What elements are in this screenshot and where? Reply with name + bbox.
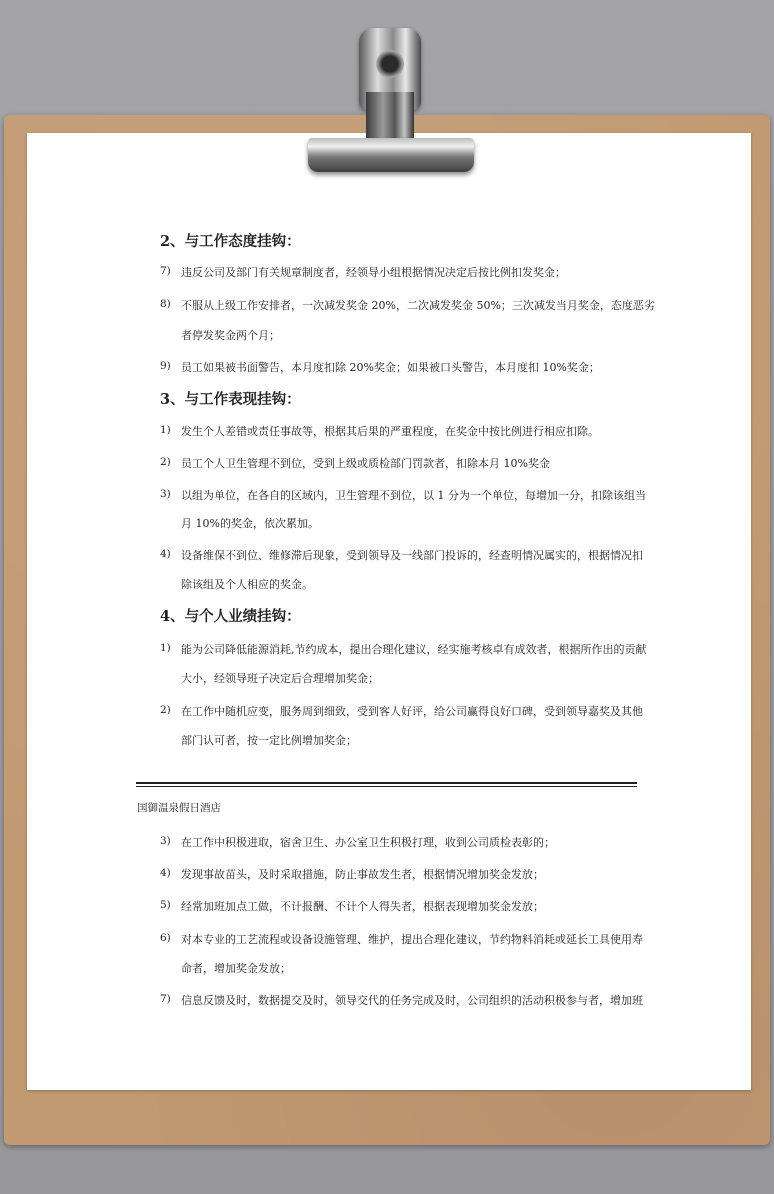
item-text: 设备维保不到位、维修滞后现象，受到领导及一线部门投诉的，经查明情况属实的，根据情况扣: [181, 549, 643, 562]
item-number: 8): [160, 298, 171, 310]
item-text: 在工作中积极进取，宿舍卫生、办公室卫生积极打理，收到公司质检表彰的；: [181, 836, 555, 849]
section-heading: 2、与工作态度挂钩：: [160, 233, 301, 250]
item-text: 发生个人差错或责任事故等，根据其后果的严重程度，在奖金中按比例进行相应扣除。: [181, 425, 599, 438]
item-number: 9): [160, 360, 171, 372]
item-number: 2): [160, 704, 171, 716]
item-text: 大小，经领导班子决定后合理增加奖金；: [181, 672, 379, 685]
section-heading: 3、与工作表现挂钩：: [160, 391, 301, 408]
item-text: 命者，增加奖金发放；: [181, 962, 291, 975]
item-text: 对本专业的工艺流程或设备设施管理、维护，提出合理化建议，节约物料消耗或延长工具使用寿: [181, 933, 643, 946]
item-text: 发现事故苗头，及时采取措施，防止事故发生者，根据情况增加奖金发放；: [181, 868, 544, 881]
item-text: 员工个人卫生管理不到位，受到上级或质检部门罚款者，扣除本月 10%奖金: [181, 457, 550, 470]
item-text: 月 10%的奖金，依次累加。: [181, 517, 319, 530]
item-text: 以组为单位，在各自的区域内，卫生管理不到位，以 1 分为一个单位，每增加一分，扣除该组当: [181, 489, 646, 502]
item-text: 部门认可者，按一定比例增加奖金；: [181, 734, 357, 747]
clip-neck-icon: [366, 92, 414, 140]
item-text: 员工如果被书面警告，本月度扣除 20%奖金；如果被口头警告，本月度扣 10%奖金；: [181, 361, 600, 374]
item-text: 不服从上级工作安排者，一次减发奖金 20%，二次减发奖金 50%；三次减发当月奖金，态度恶劣: [181, 299, 655, 312]
clip-hole-icon: [376, 50, 404, 78]
item-text: 能为公司降低能源消耗,节约成本，提出合理化建议，经实施考核卓有成效者，根据所作出的贡献: [181, 643, 647, 656]
item-text: 者停发奖金两个月；: [181, 329, 280, 342]
section-heading: 4、与个人业绩挂钩：: [160, 608, 301, 625]
item-number: 4): [160, 867, 171, 879]
item-number: 1): [160, 642, 171, 654]
item-text: 违反公司及部门有关规章制度者，经领导小组根据情况决定后按比例扣发奖金；: [181, 266, 566, 279]
item-number: 1): [160, 424, 171, 436]
item-number: 3): [160, 835, 171, 847]
item-text: 除该组及个人相应的奖金。: [181, 578, 313, 591]
hotel-name: 国御温泉假日酒店: [137, 802, 221, 814]
item-number: 5): [160, 899, 171, 911]
item-text: 经常加班加点工做，不计报酬、不计个人得失者，根据表现增加奖金发放；: [181, 900, 544, 913]
item-text: 信息反馈及时，数据提交及时，领导交代的任务完成及时，公司组织的活动积极参与者，增加班: [181, 994, 643, 1007]
item-text: 在工作中随机应变，服务周到细致，受到客人好评，给公司赢得良好口碑，受到领导嘉奖及其他: [181, 705, 643, 718]
item-number: 2): [160, 456, 171, 468]
page-break-rule: [136, 786, 637, 787]
clip-bar-icon: [308, 138, 474, 172]
item-number: 6): [160, 932, 171, 944]
item-number: 3): [160, 488, 171, 500]
item-number: 4): [160, 548, 171, 560]
item-number: 7): [160, 265, 171, 277]
page-break-rule: [136, 782, 637, 784]
item-number: 7): [160, 993, 171, 1005]
